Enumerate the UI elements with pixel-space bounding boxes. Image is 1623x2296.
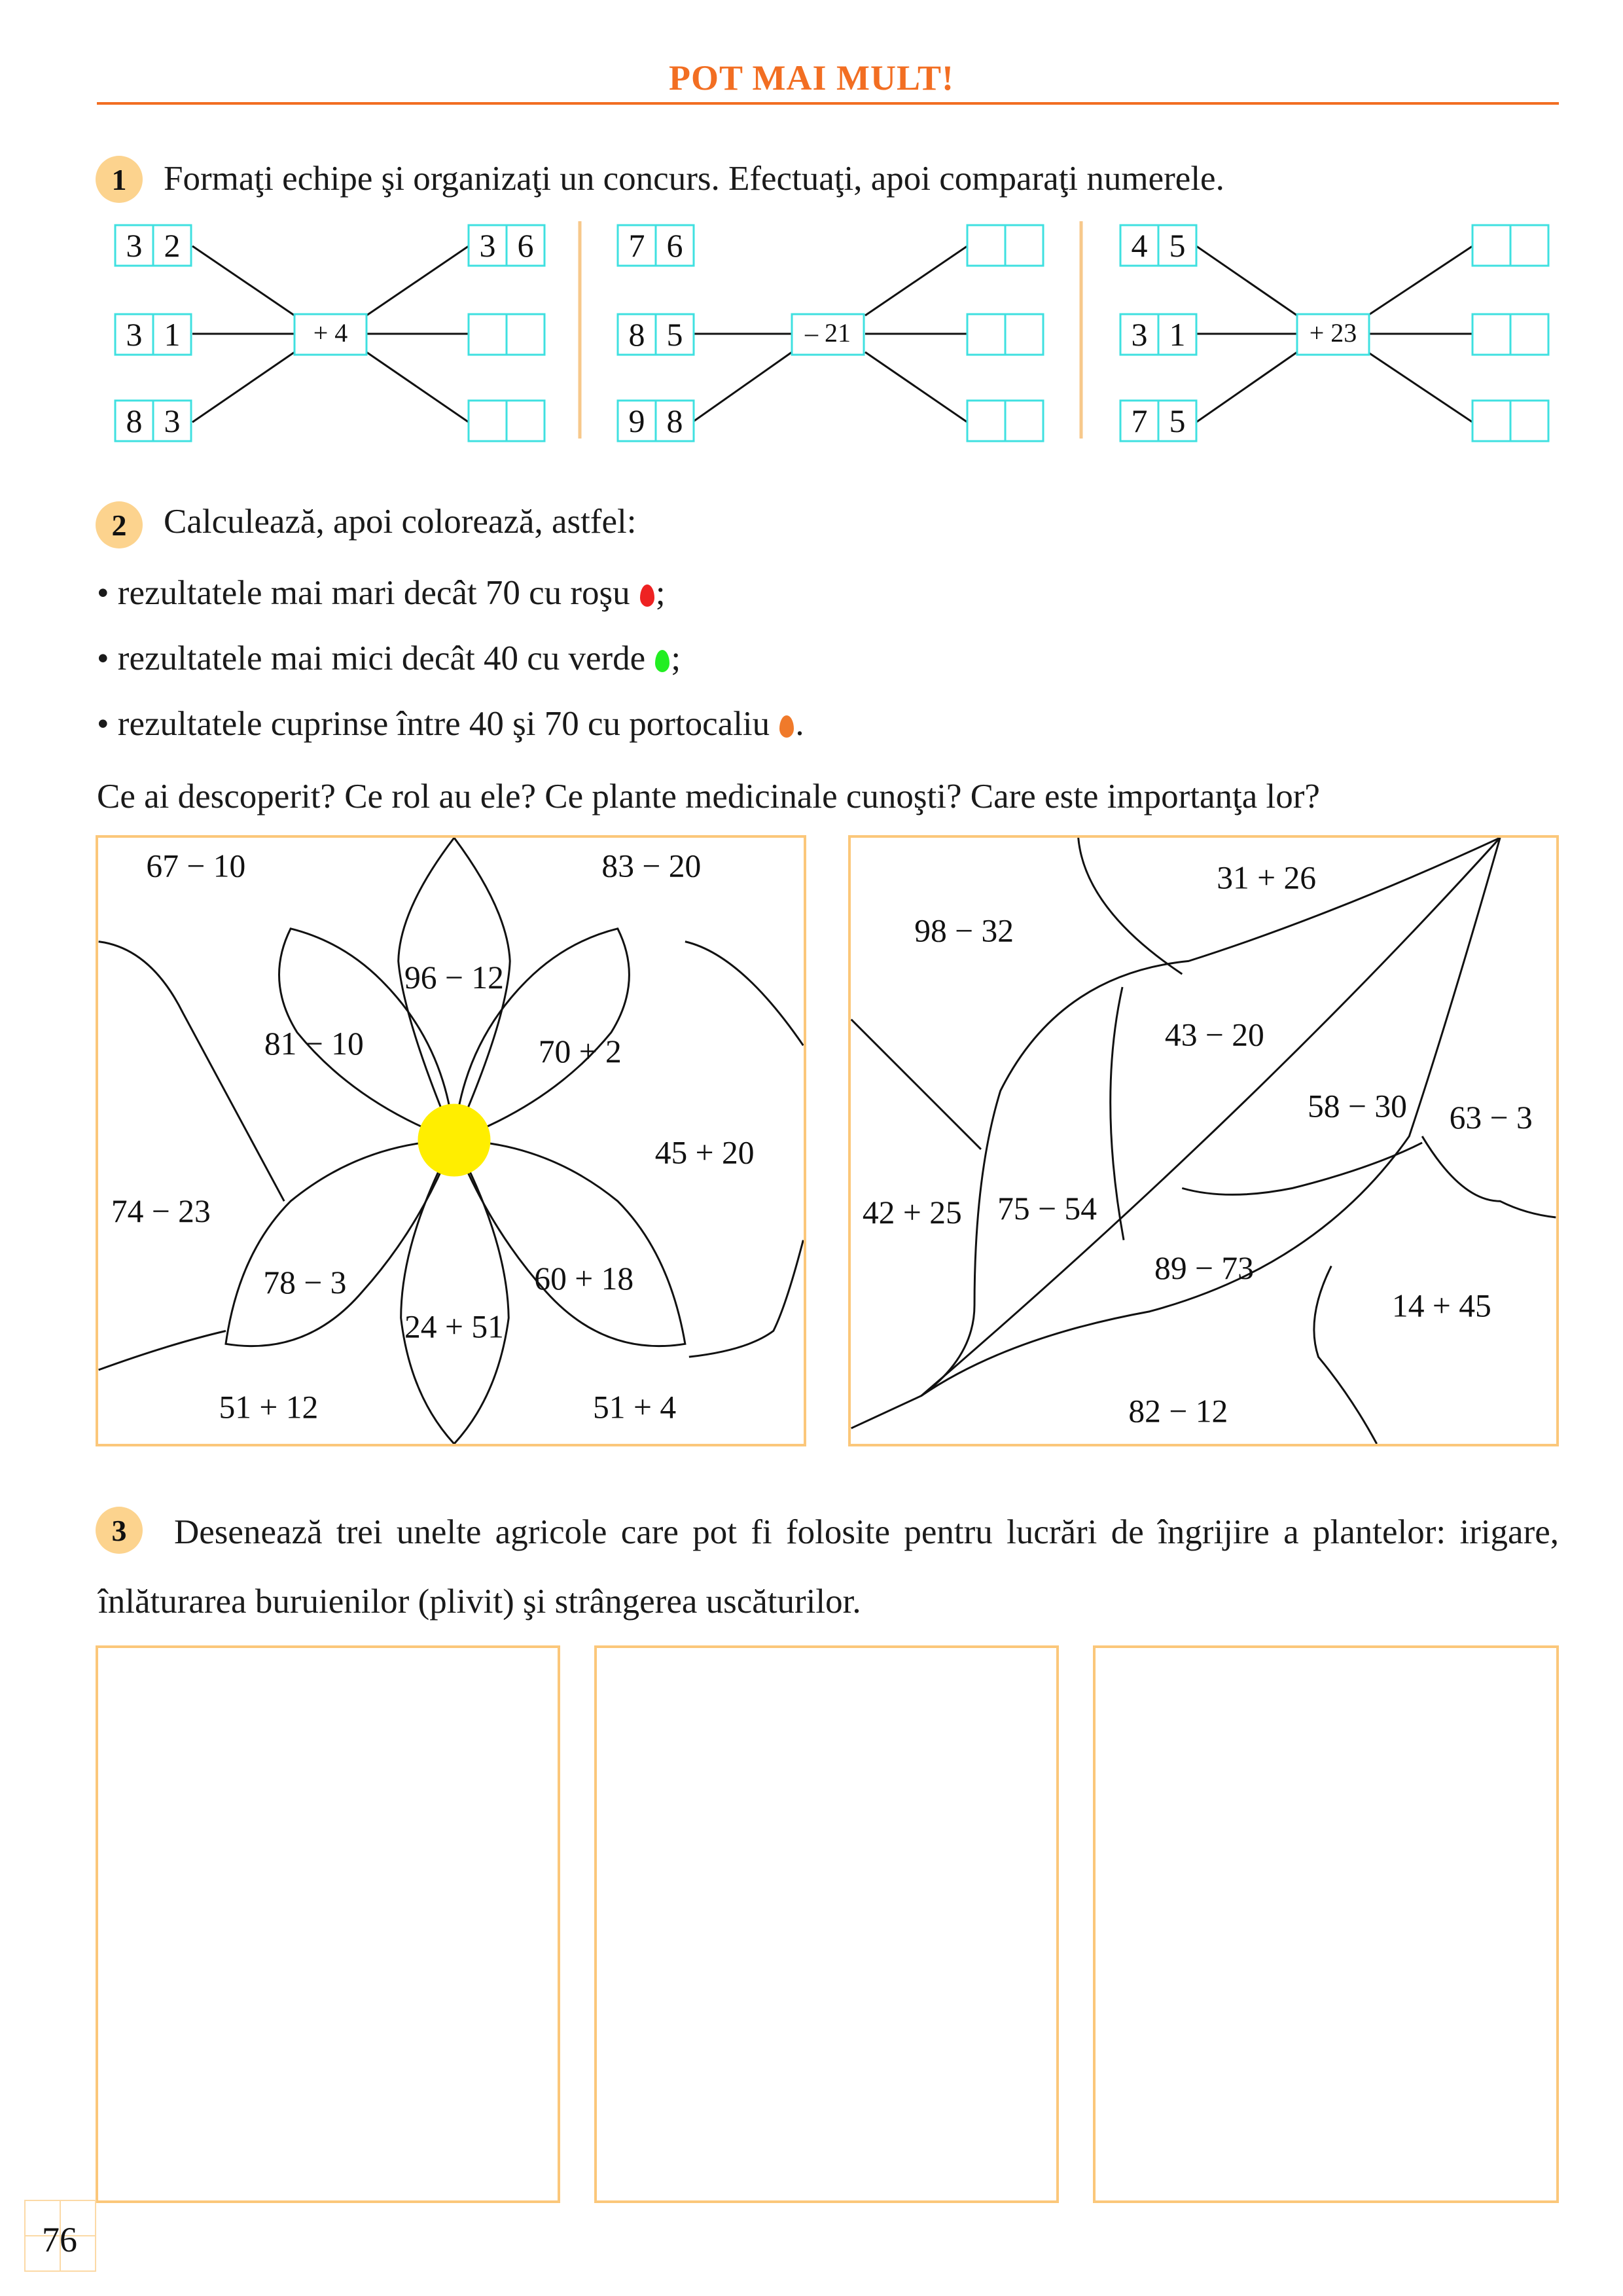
flower-exercise-label: 24 + 51 bbox=[404, 1308, 504, 1345]
input-digit: 5 bbox=[666, 316, 683, 353]
region-line-top-right bbox=[685, 942, 803, 1046]
answer-digit-cell[interactable] bbox=[967, 314, 1005, 355]
answer-digit: 3 bbox=[479, 227, 496, 264]
flower-center bbox=[418, 1103, 490, 1176]
operation-label: – 21 bbox=[805, 318, 851, 348]
flower-exercise-label: 81 − 10 bbox=[264, 1026, 364, 1062]
exercise-1-badge: 1 bbox=[96, 156, 143, 203]
answer-digit-cell[interactable] bbox=[1005, 401, 1043, 441]
input-digit: 3 bbox=[126, 316, 143, 353]
green-leaf-icon bbox=[655, 650, 669, 672]
bullet-red-text: • rezultatele mai mari decât 70 cu roşu bbox=[97, 574, 630, 612]
flower-exercise-label: 51 + 12 bbox=[219, 1389, 319, 1426]
drawing-box-3[interactable] bbox=[1093, 1645, 1559, 2203]
bullet-orange-text: • rezultatele cuprinse între 40 şi 70 cu portocaliu bbox=[97, 705, 770, 743]
leaf-exercise-label: 43 − 20 bbox=[1164, 1016, 1264, 1053]
leaf-vein-2 bbox=[1182, 1143, 1422, 1194]
leaf-exercise-label: 75 − 54 bbox=[997, 1190, 1097, 1227]
leaf-exercise-label: 58 − 30 bbox=[1308, 1088, 1407, 1124]
bullet-green-text: • rezultatele mai mici decât 40 cu verde bbox=[97, 639, 646, 677]
answer-digit-cell[interactable] bbox=[1510, 225, 1548, 266]
exercise-3-text-content: Desenează trei unelte agricole care pot fi folosite pentru lucrări de îngrijire a plantelor: irigare, înlăturarea buruienilor (plivit) şi strângerea uscăturilor. bbox=[98, 1513, 1559, 1621]
leaf-exercise-label: 98 − 32 bbox=[914, 912, 1014, 949]
region-line-left bbox=[99, 942, 285, 1202]
flower-exercise-label: 74 − 23 bbox=[111, 1193, 211, 1229]
input-digit: 9 bbox=[628, 403, 645, 439]
input-digit: 2 bbox=[164, 227, 181, 264]
input-digit: 4 bbox=[1131, 227, 1148, 264]
region-line-top bbox=[1079, 838, 1183, 974]
operation-label: + 4 bbox=[313, 318, 348, 348]
flower-exercise-label: 51 + 4 bbox=[593, 1389, 677, 1426]
bullet-orange-end: . bbox=[795, 705, 804, 743]
flower-picture bbox=[96, 835, 806, 1446]
page-number: 76 bbox=[42, 2220, 77, 2259]
answer-digit-cell[interactable] bbox=[507, 401, 544, 441]
bullet-red bbox=[97, 573, 666, 613]
exercise-2-text: Calculează, apoi colorează, astfel: bbox=[164, 503, 637, 541]
region-line-right bbox=[1422, 1136, 1556, 1217]
input-digit: 5 bbox=[1169, 403, 1186, 439]
header-rule bbox=[97, 102, 1559, 105]
exercise-2-badge: 2 bbox=[96, 501, 143, 548]
answer-digit-cell[interactable] bbox=[1472, 225, 1510, 266]
answer-digit-cell[interactable] bbox=[469, 401, 507, 441]
petal-bottom bbox=[401, 1140, 509, 1444]
answer-digit-cell[interactable] bbox=[1472, 314, 1510, 355]
operation-label: + 23 bbox=[1309, 318, 1357, 348]
flower-exercise-label: 60 + 18 bbox=[534, 1261, 634, 1297]
region-line-bottom-right bbox=[689, 1240, 803, 1357]
input-digit: 7 bbox=[1131, 403, 1148, 439]
bullet-green-end: ; bbox=[671, 639, 681, 677]
page-title: POT MAI MULT! bbox=[668, 58, 955, 98]
input-digit: 1 bbox=[1169, 316, 1186, 353]
answer-digit-cell[interactable] bbox=[1005, 225, 1043, 266]
bullet-orange bbox=[97, 704, 804, 744]
flower-exercise-label: 67 − 10 bbox=[146, 848, 246, 884]
red-leaf-icon bbox=[640, 584, 654, 607]
flower-exercise-label: 83 − 20 bbox=[601, 848, 702, 884]
answer-digit-cell[interactable] bbox=[1472, 401, 1510, 441]
region-line-bottom bbox=[1314, 1266, 1377, 1444]
leaf-exercise-label: 31 + 26 bbox=[1217, 859, 1317, 896]
flower-exercise-label: 70 + 2 bbox=[538, 1033, 622, 1070]
input-digit: 8 bbox=[126, 403, 143, 439]
exercise-1-diagram bbox=[0, 209, 1623, 452]
answer-digit: 6 bbox=[517, 227, 534, 264]
orange-leaf-icon bbox=[779, 715, 794, 738]
flower-exercise-label: 78 − 3 bbox=[263, 1264, 347, 1300]
leaf-exercise-label: 42 + 25 bbox=[862, 1194, 962, 1230]
answer-digit-cell[interactable] bbox=[967, 225, 1005, 266]
answer-digit-cell[interactable] bbox=[507, 314, 544, 355]
input-digit: 3 bbox=[126, 227, 143, 264]
leaf-exercise-label: 82 − 12 bbox=[1128, 1393, 1228, 1429]
answer-digit-cell[interactable] bbox=[1005, 314, 1043, 355]
exercise-3-badge: 3 bbox=[96, 1507, 143, 1554]
input-digit: 1 bbox=[164, 316, 181, 353]
leaf-exercise-label: 89 − 73 bbox=[1154, 1250, 1254, 1287]
answer-digit-cell[interactable] bbox=[1510, 401, 1548, 441]
flower-exercise-label: 96 − 12 bbox=[404, 960, 504, 996]
bullet-red-end: ; bbox=[655, 574, 666, 612]
input-digit: 8 bbox=[666, 403, 683, 439]
leaf-exercise-label: 63 − 3 bbox=[1449, 1100, 1533, 1136]
answer-digit-cell[interactable] bbox=[469, 314, 507, 355]
exercise-2-question: Ce ai descoperit? Ce rol au ele? Ce plante medicinale cunoşti? Care este importanţa lor? bbox=[97, 778, 1320, 816]
flower-exercise-label: 45 + 20 bbox=[654, 1134, 755, 1171]
bullet-green bbox=[97, 639, 681, 678]
answer-digit-cell[interactable] bbox=[1510, 314, 1548, 355]
input-digit: 6 bbox=[666, 227, 683, 264]
answer-digit-cell[interactable] bbox=[967, 401, 1005, 441]
exercise-1-text: Formaţi echipe şi organizaţi un concurs. Efectuaţi, apoi comparaţi numerele. bbox=[164, 160, 1224, 198]
leaf-picture bbox=[848, 835, 1559, 1446]
exercise-3-text bbox=[98, 1498, 1559, 1636]
input-digit: 3 bbox=[164, 403, 181, 439]
drawing-box-1[interactable] bbox=[96, 1645, 560, 2203]
input-digit: 8 bbox=[628, 316, 645, 353]
region-line-left bbox=[851, 1020, 981, 1149]
leaf-exercise-label: 14 + 45 bbox=[1391, 1287, 1491, 1324]
input-digit: 3 bbox=[1131, 316, 1148, 353]
region-line-bottom-left bbox=[99, 1331, 226, 1369]
input-digit: 7 bbox=[628, 227, 645, 264]
leaf-vein-1 bbox=[1111, 987, 1124, 1240]
input-digit: 5 bbox=[1169, 227, 1186, 264]
drawing-box-2[interactable] bbox=[594, 1645, 1059, 2203]
